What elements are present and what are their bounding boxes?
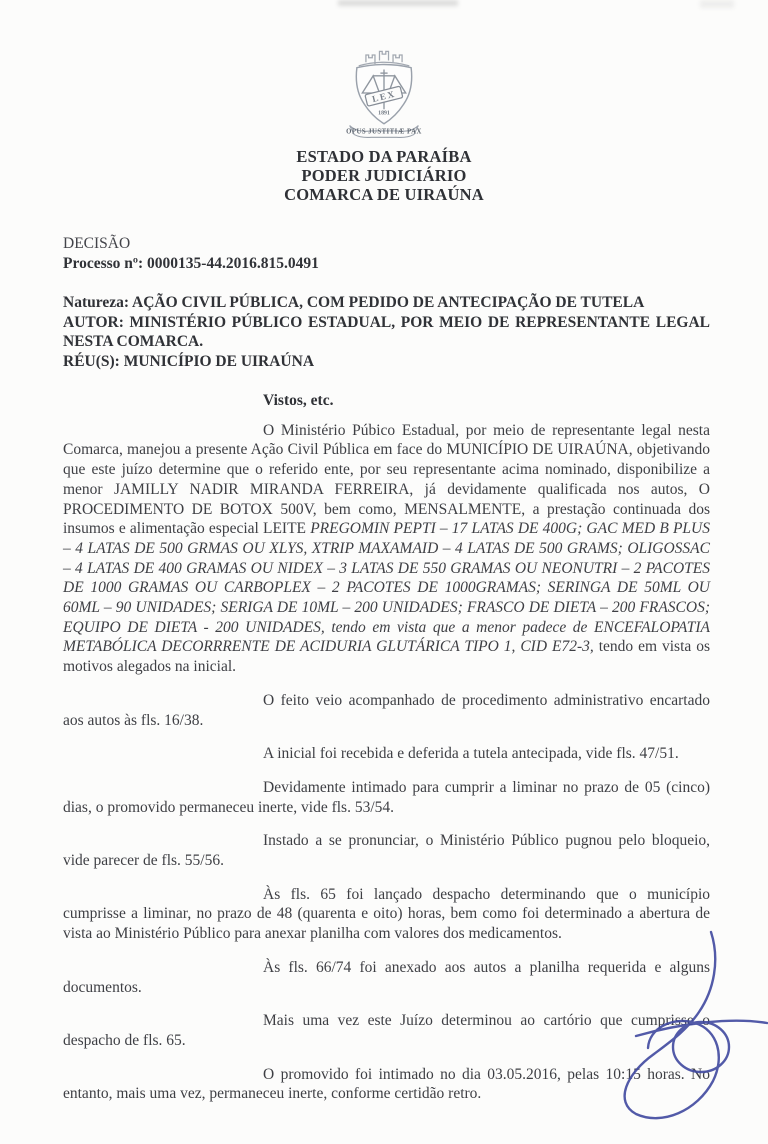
paragraphs-container xyxy=(63,421,710,1104)
case-autor: AUTOR: MINISTÉRIO PÚBLICO ESTADUAL, POR MEIO DE REPRESENTANTE LEGAL NESTA COMARCA. xyxy=(63,313,710,350)
paraiba-judiciary-coat-of-arms-icon xyxy=(338,46,430,140)
lex-banner-text: LEX xyxy=(371,88,397,105)
case-qualification xyxy=(63,293,710,371)
case-header xyxy=(63,234,710,371)
paragraph-3: A inicial foi recebida e deferida a tutela antecipada, vide fls. 47/51. xyxy=(263,745,679,763)
coat-of-arms-motto: OPUS JUSTITIÆ PAX xyxy=(346,128,422,136)
paragraph-8: Mais uma vez este Juízo determinou ao cartório que cumprisse o despacho de fls. 65. xyxy=(63,1012,710,1049)
paragraph-4: Devidamente intimado para cumprir a liminar no prazo de 05 (cinco) dias, o promovido permaneceu inerte, vide fls. 53/54. xyxy=(63,778,710,816)
document-body xyxy=(63,391,710,1104)
process-number: Processo nº: 0000135-44.2016.815.0491 xyxy=(63,254,319,272)
paragraph-2: O feito veio acompanhado de procedimento administrativo encartado aos autos às fls. 16/38. xyxy=(63,691,710,729)
header-state-line: ESTADO DA PARAÍBA xyxy=(296,147,472,166)
case-reu: RÉU(S): MUNICÍPIO DE UIRAÚNA xyxy=(63,352,315,370)
header-branch-line: PODER JUDICIÁRIO xyxy=(301,166,467,185)
paragraph-7: Às fls. 66/74 foi anexado aos autos a planilha requerida e alguns documentos. xyxy=(63,958,710,996)
scan-artifact xyxy=(700,0,734,8)
coat-of-arms-year: 1891 xyxy=(378,110,390,117)
scan-artifact xyxy=(338,0,458,6)
paragraph-6: Às fls. 65 foi lançado despacho determinando que o município cumprisse a liminar, no prazo de 48 (quarenta e oito) horas, bem como foi determinado a abertura de vista ao Ministério Público para anexar planilha com valores dos medicamentos. xyxy=(63,885,710,943)
decision-label: DECISÃO xyxy=(63,235,131,252)
paragraph-1: O Ministério Púbico Estadual, por meio de representante legal nesta Comarca, manejou a presente Ação Civil Pública em face do MUNICÍPIO DE UIRAÚNA, objetivando que este juízo determine que o referido ente, por seu representante acima nominado, disponibilize a menor JAMILLY NADIR MIRANDA FERREIRA, já devidamente qualificada nos autos, O PROCEDIMENTO DE BOTOX 500V, bem como, MENSALMENTE, a prestação continuada dos insumos e alimentação especial LEITE PREGOMIN PEPTI – 17 LATAS DE 400G; GAC MED B PLUS – 4 LATAS DE 500 GRMAS OU XLYS, XTRIP MAXAMAID – 4 LATAS DE 500 GRAMS; OLIGOSSAC – 4 LATAS DE 400 GRAMAS OU NIDEX – 3 LATAS DE 550 GRAMAS OU NEONUTRI – 2 PACOTES DE 1000 GRAMAS OU CARBOPLEX – 2 PACOTES DE 1000GRAMAS; SERINGA DE 50ML OU 60ML – 90 UNIDADES; SERIGA DE 10ML – 200 UNIDADES; FRASCO DE DIETA – 200 FRASCOS; EQUIPO DE DIETA - 200 UNIDADES, tendo em vista que a menor padece de ENCEFALOPATIA METABÓLICA DECORRRENTE DE ACIDURIA GLUTÁRICA TIPO 1, CID E72-3, tendo em vista os motivos alegados na inicial. xyxy=(63,421,710,676)
document-header xyxy=(0,0,768,204)
header-comarca-line: COMARCA DE UIRAÚNA xyxy=(284,185,484,204)
case-natureza: Natureza: AÇÃO CIVIL PÚBLICA, COM PEDIDO DE ANTECIPAÇÃO DE TUTELA xyxy=(63,294,645,311)
paragraph-5: Instado a se pronunciar, o Ministério Público pugnou pelo bloqueio, vide parecer de fls. 55/56. xyxy=(63,832,710,870)
salutation: Vistos, etc. xyxy=(263,392,334,409)
paragraph-9: O promovido foi intimado no dia 03.05.2016, pelas 10:15 horas. No entanto, mais uma vez, permaneceu inerte, conforme certidão retro. xyxy=(63,1065,710,1103)
